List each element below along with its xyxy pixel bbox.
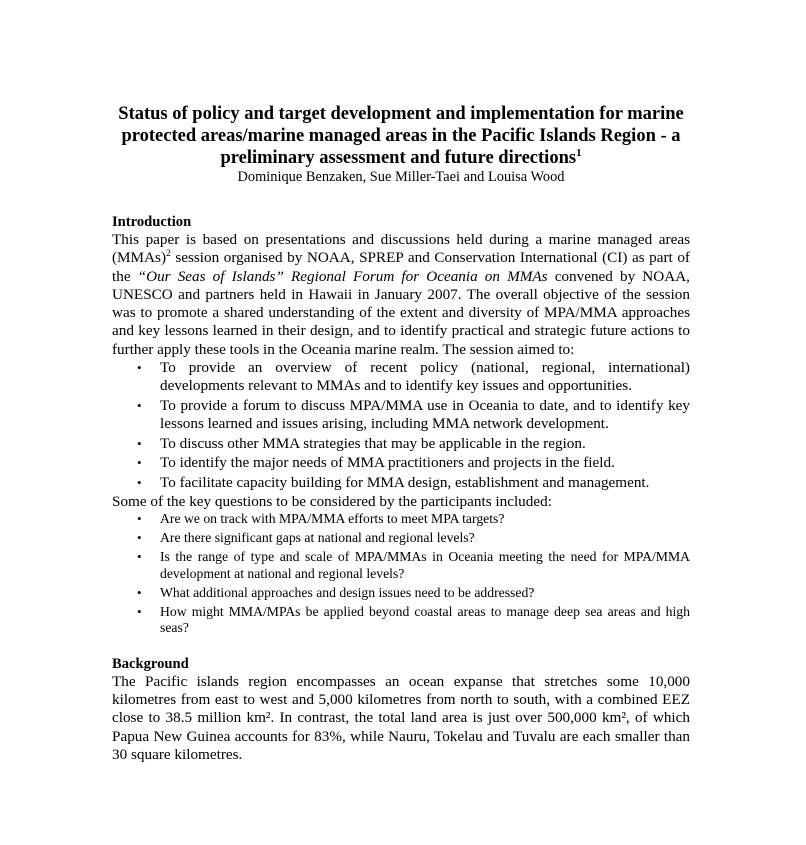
document-page <box>112 0 690 764</box>
title-line-2: protected areas/marine managed areas in the Pacific Islands Region - a <box>121 126 681 146</box>
bullet-icon: • <box>137 511 142 527</box>
aim-text: To provide a forum to discuss MPA/MMA use in Oceania to date, and to identify key lessons learned and issues arising, including MMA network development. <box>160 396 690 433</box>
question-text: What additional approaches and design issues need to be addressed? <box>160 584 535 600</box>
authors: Dominique Benzaken, Sue Miller-Taei and Louisa Wood <box>237 169 565 185</box>
introduction-heading: Introduction <box>112 214 192 230</box>
bullet-icon: • <box>137 549 142 565</box>
list-item <box>112 604 690 637</box>
bullet-icon: • <box>137 474 142 490</box>
intro-text-c: convened by NOAA, UNESCO and partners held in Hawaii in January 2007. The overall objective of the session was to promote a shared understanding of the extent and diversity of MPA/MMA approaches and key lessons learned in their design, and to identify practical and strategic future actions to further apply these tools in the Oceania marine realm. The session aimed to: <box>112 267 690 358</box>
title-line-3 <box>112 147 690 169</box>
question-text: Are there significant gaps at national and regional levels? <box>160 530 475 546</box>
intro-footnote-mark[interactable]: 2 <box>166 249 171 260</box>
bullet-icon: • <box>137 397 142 413</box>
background-paragraph: The Pacific islands region encompasses an ocean expanse that stretches some 10,000 kilometres from east to west and 5,000 kilometres from north to south, with a combined EEZ close to 38.5 million km². In contrast, the total land area is just over 500,000 km², of which Papua New Guinea accounts for 83%, while Nauru, Tokelau and Tuvalu are each smaller than 30 square kilometres. <box>112 672 690 764</box>
title-line-1: Status of policy and target development and implementation for marine <box>118 104 684 124</box>
bullet-icon: • <box>137 455 142 471</box>
question-text: Is the range of type and scale of MPA/MMAs in Oceania meeting the need for MPA/MMA development at national and regional levels? <box>160 549 690 581</box>
background-heading: Background <box>112 655 189 672</box>
title-footnote-mark[interactable]: 1 <box>576 146 582 159</box>
aim-text: To identify the major needs of MMA practitioners and projects in the field. <box>160 454 615 472</box>
list-item <box>112 359 690 396</box>
intro-text-a: This paper is based on presentations and discussions held during a marine managed areas (MMAs) <box>112 231 690 267</box>
bullet-icon: • <box>137 435 142 451</box>
questions-list <box>112 511 690 637</box>
document-title <box>112 103 690 169</box>
aim-text: To provide an overview of recent policy (national, regional, international) developments relevant to MMAs and to identify key issues and opportunities. <box>160 359 690 395</box>
questions-lead: Some of the key questions to be considered by the participants included: <box>112 493 552 511</box>
question-text: Are we on track with MPA/MMA efforts to meet MPA targets? <box>160 511 505 527</box>
aim-text: To discuss other MMA strategies that may be applicable in the region. <box>160 434 586 452</box>
title-line-3-text: preliminary assessment and future directions <box>220 148 577 168</box>
question-text: How might MMA/MPAs be applied beyond coastal areas to manage deep sea areas and high seas? <box>160 603 690 636</box>
aim-text: To facilitate capacity building for MMA design, establishment and management. <box>160 473 650 491</box>
list-item <box>112 511 690 528</box>
bullet-icon: • <box>137 360 142 376</box>
list-item <box>112 549 690 582</box>
list-item <box>112 435 690 453</box>
list-item <box>112 397 690 434</box>
list-item <box>112 454 690 472</box>
list-item <box>112 474 690 492</box>
list-item <box>112 530 690 547</box>
introduction-paragraph <box>112 231 690 359</box>
bullet-icon: • <box>137 530 142 546</box>
bullet-icon: • <box>137 584 142 600</box>
aims-list <box>112 359 690 492</box>
bullet-icon: • <box>137 603 142 619</box>
intro-text-b: session organised by NOAA, SPREP and Conservation International (CI) as part of the <box>112 249 690 285</box>
list-item <box>112 585 690 602</box>
intro-forum-name: “Our Seas of Islands” Regional Forum for Oceania on MMAs <box>137 267 548 285</box>
